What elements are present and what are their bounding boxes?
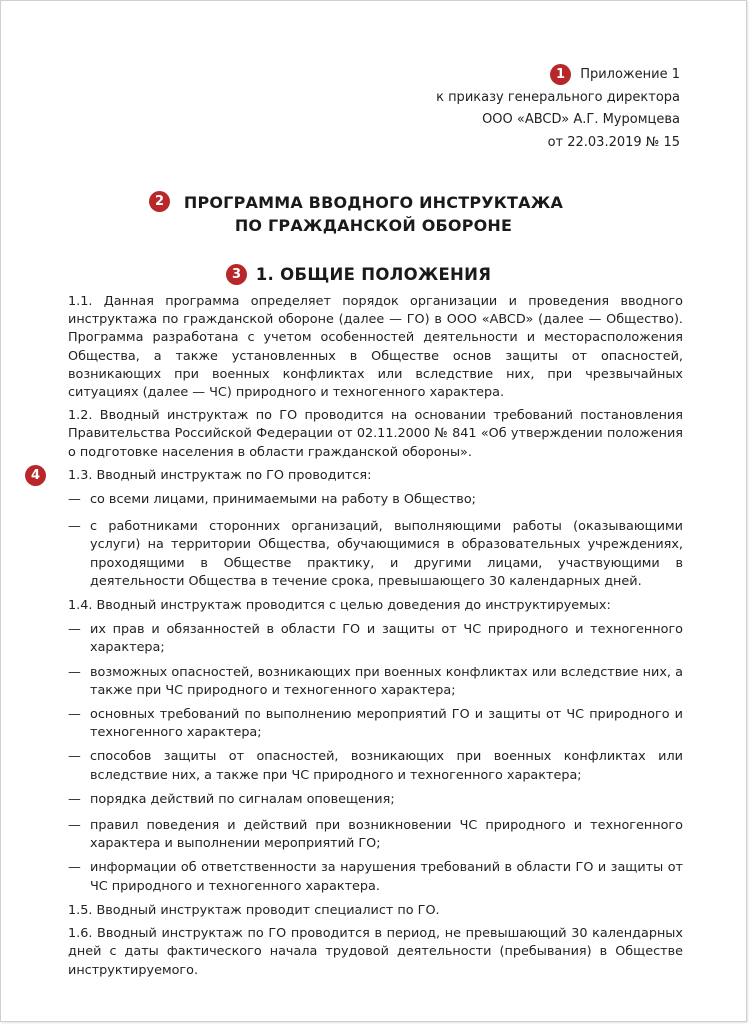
list-item-text: информации об ответственности за нарушения требований в области ГО и защиты от ЧС природного и техногенного характера. [90,860,683,894]
appendix-line-1: Приложение 1 [580,67,680,82]
list-item [68,491,683,509]
list-item-text: с работниками сторонних организаций, выполняющими работы (оказывающими услуги) на территории Общества, обучающимися в образовательных учреждениях, проходящими в Обществе практику, и другими лицами, участвующими в деятельности Общества в течение срока, превышающего 30 календарных дней. [90,519,683,589]
title-line-2: ПО ГРАЖДАНСКОЙ ОБОРОНЕ [234,216,513,235]
document-title [1,191,746,237]
section-heading: 1. ОБЩИЕ ПОЛОЖЕНИЯ [255,265,492,284]
paragraph-1-6: 1.6. Вводный инструктаж по ГО проводится в период, не превышающий 30 календарных дней с даты фактического начала трудовой деятельности (пребывания) в Обществе инструктируемого. [68,926,683,978]
list-item [68,664,683,700]
dash-marker: — [68,791,81,807]
callout-badge-4: 4 [25,465,46,486]
list-item-text: правил поведения и действий при возникновении ЧС природного и техногенного характера и выполнении мероприятий ГО; [90,818,683,852]
appendix-header [436,64,680,154]
list-item-text: порядка действий по сигналам оповещения; [90,791,395,807]
dash-marker: — [68,707,81,723]
dash-marker: — [68,749,81,765]
dash-marker: — [68,622,81,638]
dash-marker: — [68,519,81,535]
paragraph-1-2: 1.2. Вводный инструктаж по ГО проводится на основании требований постановления Правительства Российской Федерации от 02.11.2000 № 841 «Об утверждении положения о подготовке населения в области гражданской обороны». [68,408,683,460]
list-item [68,817,683,853]
appendix-line-2: к приказу генерального директора [436,89,680,105]
list-item [68,859,683,895]
list-item-text: основных требований по выполнению мероприятий ГО и защиты от ЧС природного и техногенного характера; [90,707,683,741]
paragraph-1-1: 1.1. Данная программа определяет порядок организации и проведения вводного инструктажа по гражданской обороне (далее — ГО) в ООО «ABCD» (далее — Общество). Программа разработана с учетом особенностей деятельности и месторасположения Общества, а также установленных в Обществе основ защиты от опасностей, возникающих при военных конфликтах или вследствие них, при чрезвычайных ситуациях (далее — ЧС) природного и техногенного характера. [68,294,683,401]
list-item [68,706,683,742]
list-item-text: возможных опасностей, возникающих при военных конфликтах или вследствие них, а также при ЧС природного и техногенного характера; [90,664,683,698]
list-item [68,621,683,657]
paragraph-1-3: 1.3. Вводный инструктаж по ГО проводится: [68,467,372,483]
dash-marker: — [68,664,81,680]
appendix-line-3: ООО «ABCD» А.Г. Муромцева [482,112,680,127]
document-body [68,293,683,985]
dash-marker: — [68,860,81,876]
list-item [68,518,683,591]
callout-badge-3: 3 [226,264,247,285]
dash-marker: — [68,818,81,834]
list-item [68,791,683,809]
list-item-text: их прав и обязанностей в области ГО и защиты от ЧС природного и техногенного характера; [90,622,683,656]
paragraph-1-5: 1.5. Вводный инструктаж проводит специалист по ГО. [68,902,440,918]
appendix-line-4: от 22.03.2019 № 15 [547,134,680,150]
callout-badge-1: 1 [550,64,571,85]
title-line-1: ПРОГРАММА ВВОДНОГО ИНСТРУКТАЖА [183,193,564,212]
paragraph-1-4: 1.4. Вводный инструктаж проводится с целью доведения до инструктируемых: [68,598,611,614]
dash-marker: — [68,492,81,508]
list-item [68,748,683,784]
list-item-text: со всеми лицами, принимаемыми на работу в Общество; [90,492,476,508]
list-item-text: способов защиты от опасностей, возникающих при военных конфликтах или вследствие них, а также при ЧС природного и техногенного характера; [90,749,683,783]
callout-badge-2: 2 [149,191,170,212]
